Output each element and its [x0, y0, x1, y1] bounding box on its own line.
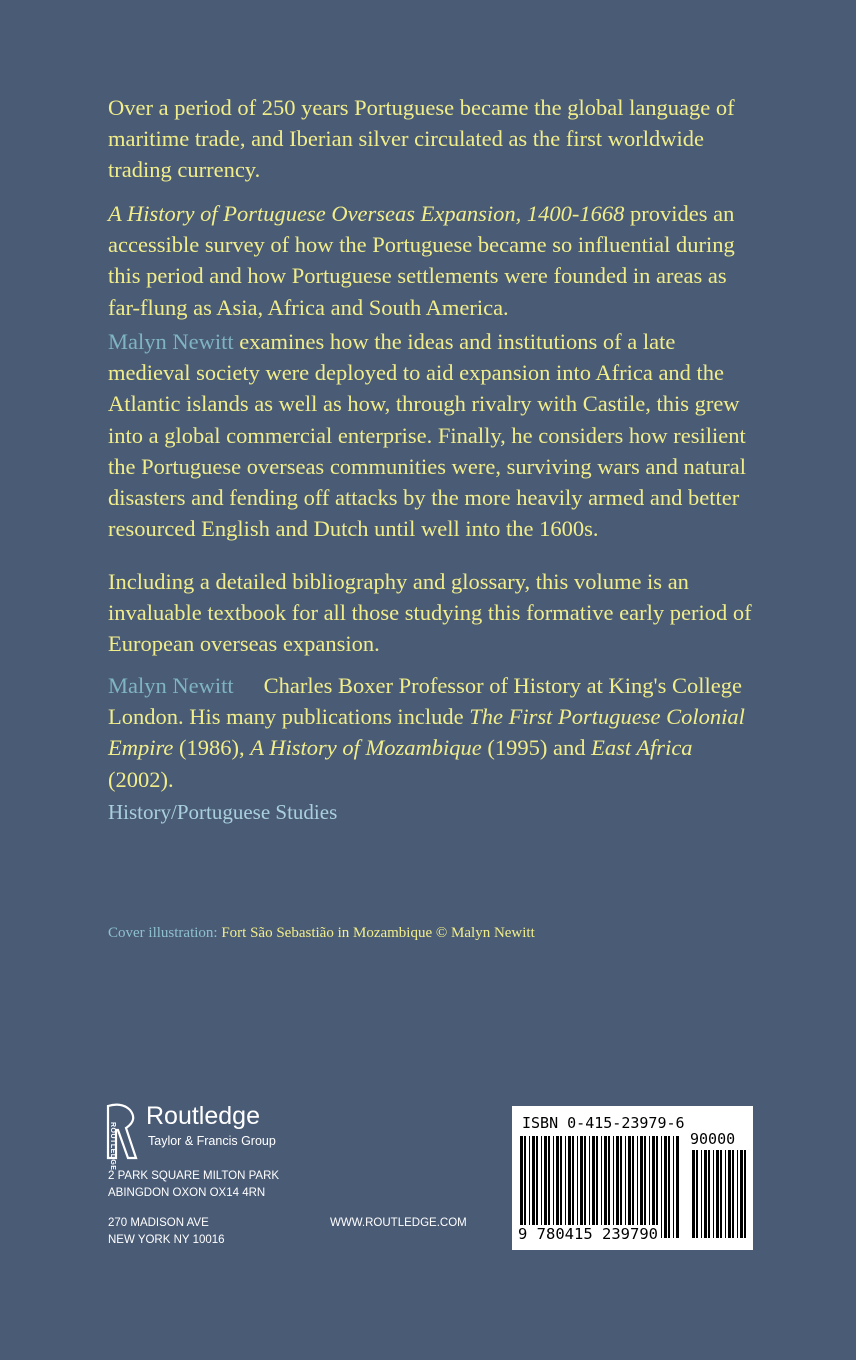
- address-line: 2 PARK SQUARE MILTON PARK: [108, 1170, 280, 1182]
- barcode-bar: [601, 1136, 602, 1238]
- barcode-bar: [577, 1136, 578, 1238]
- blurb-text: provides an accessible survey of how the Portuguese became so influential during this period and how Portuguese settlements were founded in areas as far-flung as Asia, Africa and South America.: [108, 201, 735, 320]
- barcode-bar: [616, 1136, 619, 1238]
- barcode-bar: [640, 1136, 643, 1238]
- barcode-bar: [541, 1136, 542, 1238]
- ean-number: 9 780415 239790: [518, 1225, 658, 1243]
- cover-credit: [108, 925, 535, 942]
- barcode-bar: [668, 1136, 670, 1238]
- barcode-bar: [532, 1136, 535, 1238]
- barcode-bar: [608, 1136, 610, 1238]
- blurb-text: examines how the ideas and institutions of a late medieval society were deployed to aid expansion into Africa and the Atlantic islands as well as how, through rivalry with Castile, this grew into a global commercial enterprise. Finally, he considers how resilient the Portuguese overseas communities were, surviving wars and natural disasters and fending off attacks by the more heavily armed and better resourced English and Dutch until well into the 1600s.: [108, 329, 746, 542]
- barcode-bar: [580, 1136, 583, 1238]
- credit-text: Fort São Sebastião in Mozambique © Malyn Newitt: [217, 925, 535, 941]
- publisher-group: Taylor & Francis Group: [148, 1134, 276, 1148]
- barcode-bar: [613, 1136, 614, 1238]
- barcode-bar: [536, 1136, 538, 1238]
- blurb-paragraph-4: [108, 566, 758, 660]
- barcode-bar: [596, 1136, 598, 1238]
- barcode-bar: [620, 1136, 622, 1238]
- barcode-bar: [716, 1150, 719, 1238]
- barcode-bar: [632, 1136, 634, 1238]
- bio-text: (1995) and: [481, 735, 592, 761]
- barcode-bar: [553, 1136, 554, 1238]
- address-line: 270 MADISON AVE: [108, 1217, 209, 1229]
- book-title: A History of Portuguese Overseas Expansion, 1400-1668: [108, 201, 625, 226]
- barcode-bar: [572, 1136, 574, 1238]
- barcode-bar: [604, 1136, 607, 1238]
- subject-category: History/Portuguese Studies: [108, 800, 338, 824]
- barcode-bar: [701, 1150, 702, 1238]
- barcode-bar: [661, 1136, 662, 1238]
- address-line: ABINGDON OXON OX14 4RN: [108, 1187, 266, 1199]
- barcode-bar: [740, 1150, 743, 1238]
- blurb-text: Over a period of 250 years Portuguese became the global language of maritime trade, and Iberian silver circulated as the first worldwide trading currency.: [108, 95, 735, 183]
- publisher-vertical-text: ROUTLEDGE: [109, 1122, 116, 1171]
- blurb-paragraph-3: [108, 326, 758, 544]
- barcode-bar: [725, 1150, 726, 1238]
- barcode-bar: [524, 1136, 526, 1238]
- barcode-bar: [565, 1136, 566, 1238]
- credit-label: Cover illustration:: [108, 925, 218, 941]
- barcode-bar: [664, 1136, 667, 1238]
- blurb-paragraph-1: [108, 92, 758, 186]
- barcode-bar: [592, 1136, 595, 1238]
- bio-text: (2002).: [108, 766, 174, 792]
- barcode-bar: [728, 1150, 731, 1238]
- barcode-bar: [673, 1136, 674, 1238]
- barcode-bar: [556, 1136, 559, 1238]
- barcode-bar: [628, 1136, 631, 1238]
- barcode-bar: [713, 1150, 714, 1238]
- barcode-bar: [696, 1150, 698, 1238]
- author-bio: [108, 670, 758, 795]
- address-us: [108, 1215, 225, 1249]
- author-name: Malyn Newitt: [108, 329, 234, 354]
- barcode-bar: [708, 1150, 710, 1238]
- barcode-bar: [568, 1136, 571, 1238]
- barcode-bar: [732, 1150, 734, 1238]
- website: WWW.ROUTLEDGE.COM: [330, 1217, 467, 1229]
- author-name: Malyn Newitt: [108, 673, 234, 698]
- barcode: [512, 1106, 753, 1250]
- barcode-bar: [529, 1136, 530, 1238]
- barcode-bar: [720, 1150, 722, 1238]
- barcode-bar: [520, 1136, 523, 1238]
- bio-text: Charles Boxer Professor of History at King's College London. His many publications include: [108, 673, 742, 730]
- barcode-bar: [649, 1136, 650, 1238]
- barcode-bar: [656, 1136, 658, 1238]
- price-code: 90000: [690, 1130, 736, 1148]
- barcode-bar: [652, 1136, 655, 1238]
- barcode-bar: [544, 1136, 547, 1238]
- barcode-bar: [644, 1136, 646, 1238]
- blurb-paragraph-2: [108, 198, 758, 323]
- bio-title-2: A History of Mozambique: [250, 735, 482, 761]
- barcode-bar: [589, 1136, 590, 1238]
- barcode-bar: [637, 1136, 638, 1238]
- barcode-bar: [560, 1136, 562, 1238]
- barcode-bar: [548, 1136, 550, 1238]
- address-uk: [108, 1168, 279, 1202]
- barcode-bar: [584, 1136, 586, 1238]
- barcode-bar: [692, 1150, 695, 1238]
- barcode-bar: [676, 1136, 679, 1238]
- publisher-name: Routledge: [146, 1102, 260, 1130]
- barcode-bar: [625, 1136, 626, 1238]
- bio-title-3: East Africa: [591, 735, 693, 761]
- blurb-text: Including a detailed bibliography and glossary, this volume is an invaluable textbook for all those studying this formative early period of European overseas expansion.: [108, 569, 752, 657]
- bio-text: (1986),: [173, 735, 251, 761]
- address-line: NEW YORK NY 10016: [108, 1234, 225, 1246]
- barcode-bar: [737, 1150, 738, 1238]
- bio-title-1: The First Portuguese Colonial Empire: [108, 704, 745, 761]
- isbn-text: ISBN 0-415-23979-6: [522, 1114, 685, 1132]
- barcode-bar: [704, 1150, 707, 1238]
- barcode-bar: [744, 1150, 746, 1238]
